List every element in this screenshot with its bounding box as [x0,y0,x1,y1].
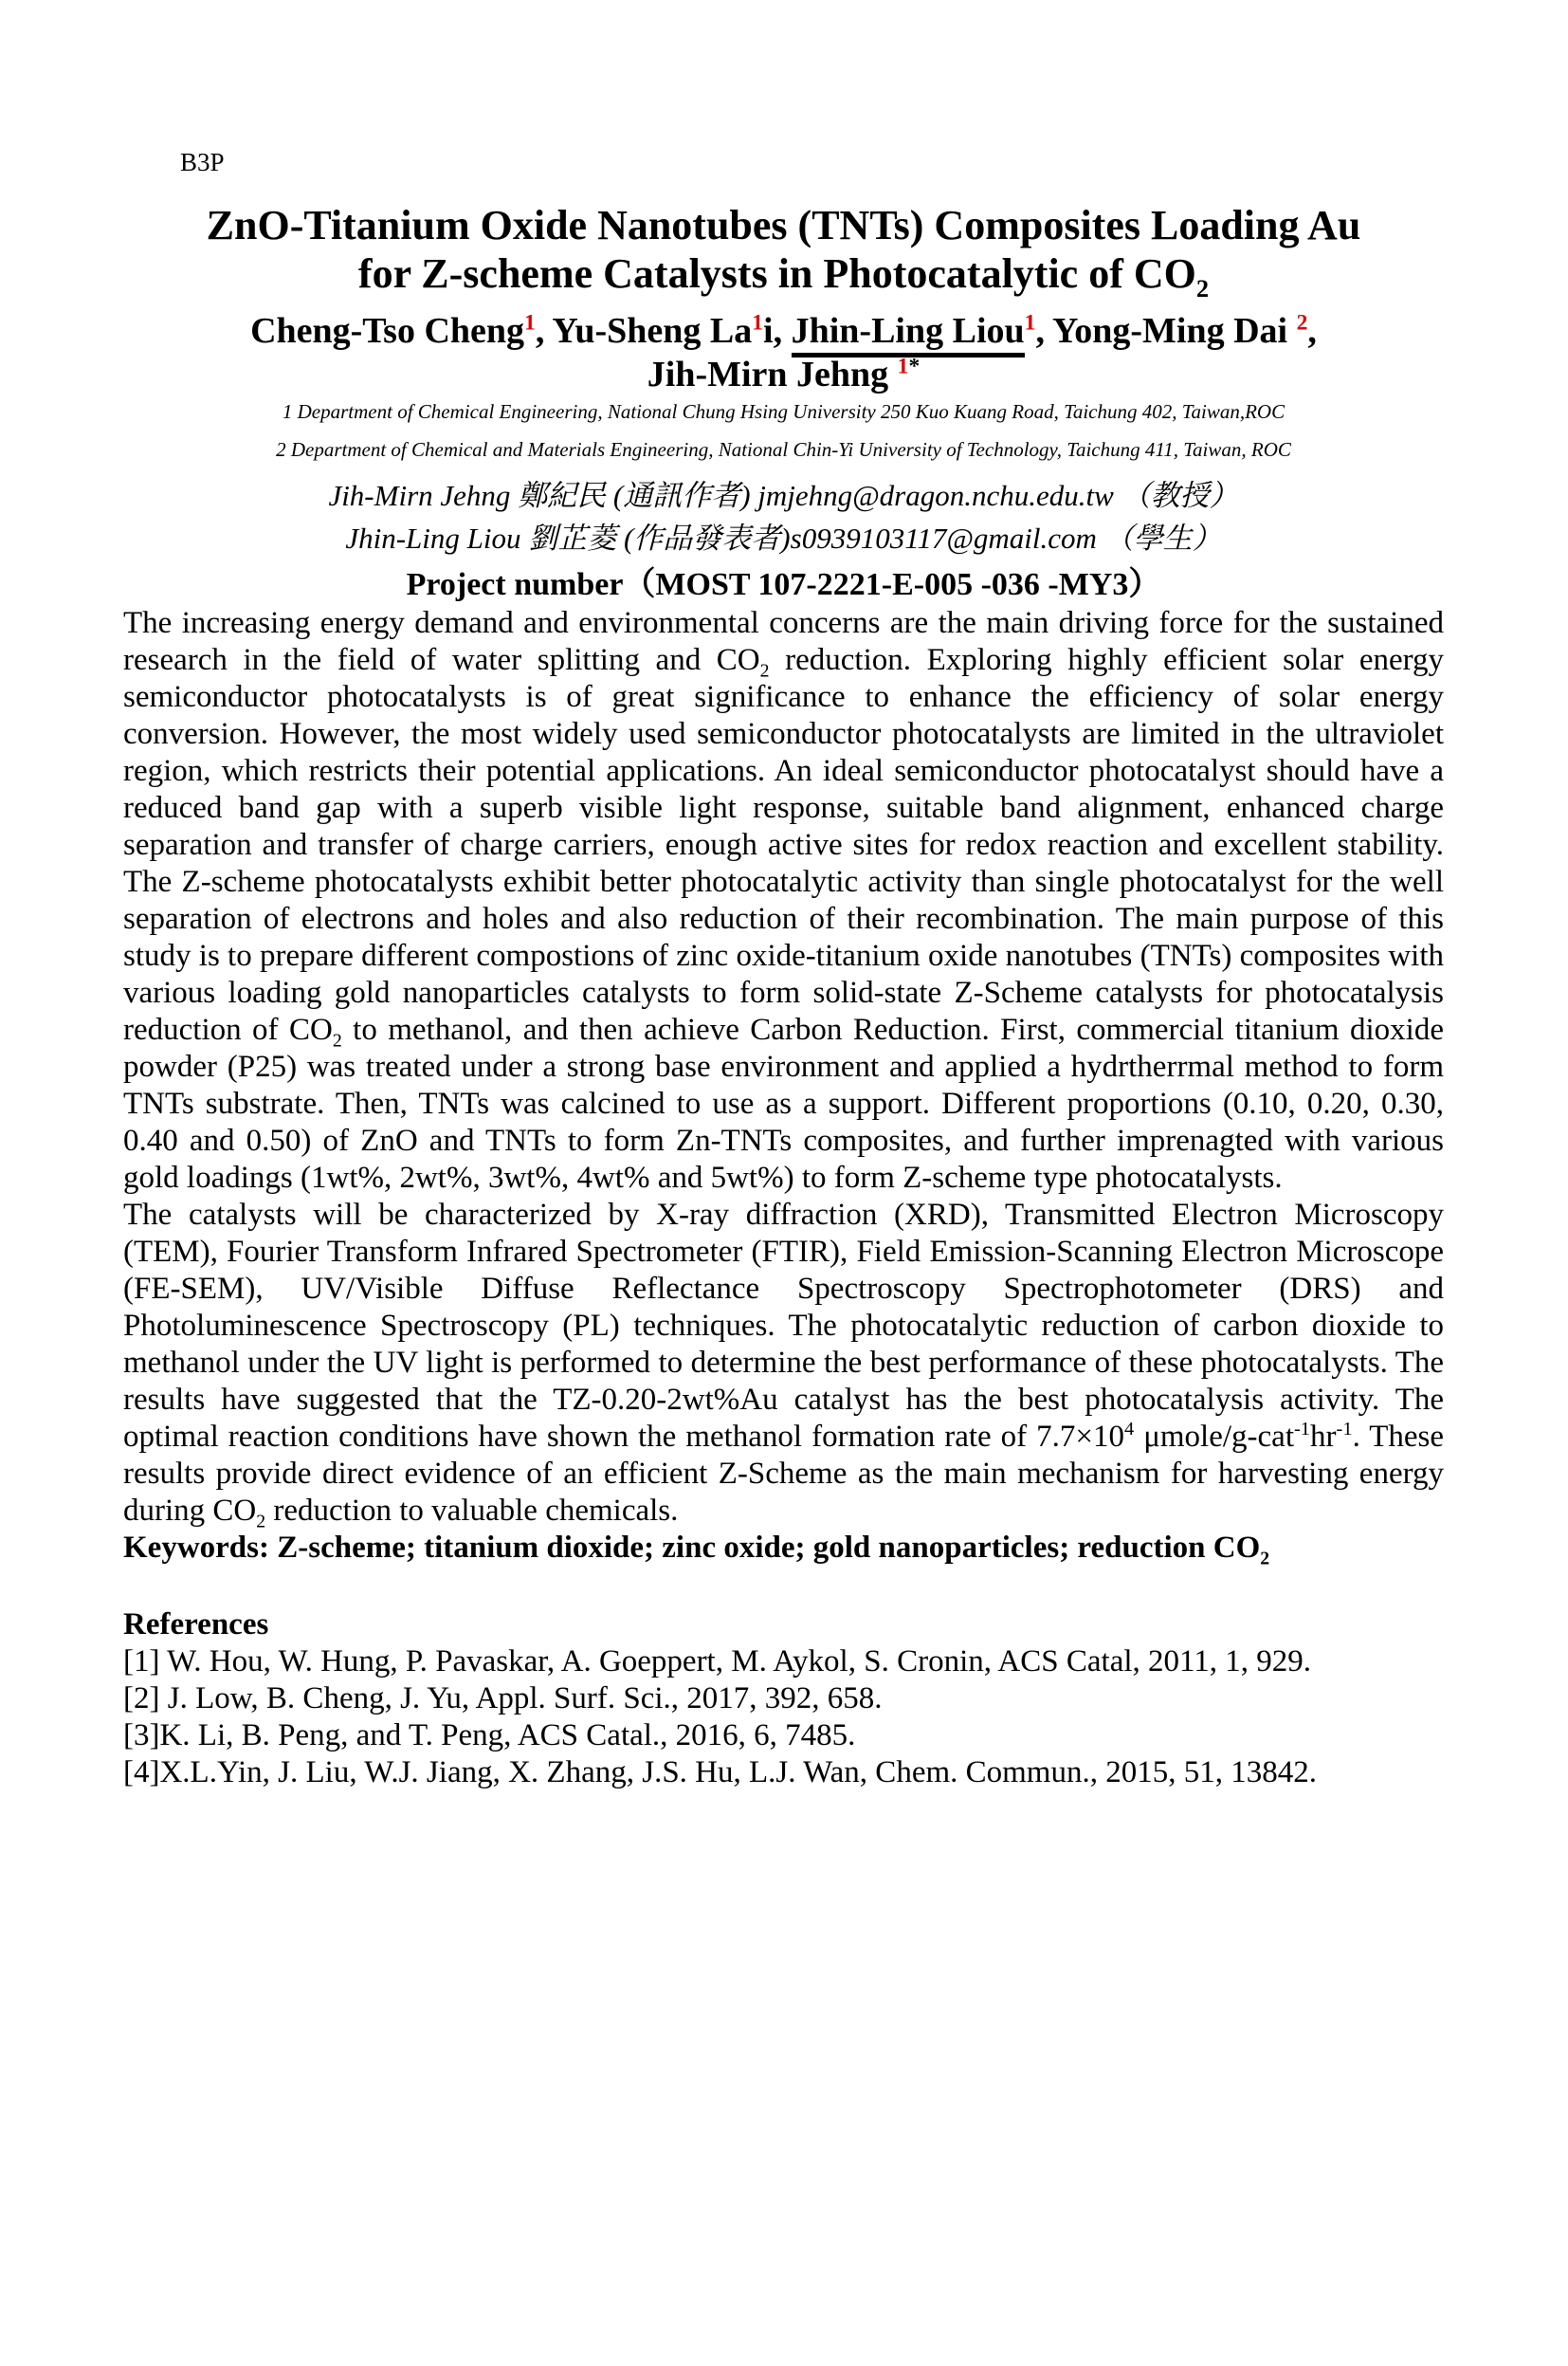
text-run: The increasing energy demand and environmental concerns are the main driving force for the sustained research in the field of water splitting and CO [123,606,1444,677]
reference-item-2: [2] J. Low, B. Cheng, J. Yu, Appl. Surf. Sci., 2017, 392, 658. [123,1681,883,1715]
text-run: -1 [1336,1419,1353,1440]
text-run: -1 [1294,1419,1311,1440]
text-run: 1 [752,310,764,336]
text-run: for Z-scheme Catalysts in Photocatalytic of CO [357,250,1196,297]
text-run: 1 [1024,310,1036,336]
paper-title-line-1: ZnO-Titanium Oxide Nanotubes (TNTs) Composites Loading Au [206,202,1361,248]
page-code-label: B3P [180,148,225,176]
abstract-paragraph-1 [123,605,1444,1197]
abstract-paragraph-2 [123,1197,1444,1530]
keywords-line [123,1530,1444,1567]
text-run: Cheng-Tso Cheng [250,311,525,351]
text-run: , Yong-Ming Dai [1035,311,1297,351]
text-run: 2 [332,1030,342,1052]
references-heading: References [123,1607,269,1642]
authors-line-1 [123,309,1444,353]
paper-title-line-2 [123,249,1444,303]
text-run: , [1307,311,1317,351]
reference-item-3: [3]K. Li, B. Peng, and T. Peng, ACS Catal., 2016, 6, 7485. [123,1718,856,1752]
text-run: Jih-Mirn Jehng [647,355,898,394]
text-run: Keywords: Z-scheme; titanium dioxide; zinc oxide; gold nanoparticles; reduction CO [123,1531,1261,1565]
affiliation-2: 2 Department of Chemical and Materials Engineering, National Chin-Yi University of Technology, Taichung 411, Taiwan, ROC [276,438,1291,461]
text-run: The catalysts will be characterized by X-ray diffraction (XRD), Transmitted Electron Microscopy (TEM), Fourier Transform Infrared Spectrometer (FTIR), Field Emission-Scanning Electron Microscope (FE-SEM), UV/Visible Diffuse Reflectance Spectroscopy Spectrophotometer (DRS) and Photoluminescence Spectroscopy (PL) techniques. The photocatalytic reduction of carbon dioxide to methanol under the UV light is performed to determine the best performance of these photocatalysts. The results have suggested that the TZ-0.20-2wt%Au catalyst has the best photocatalysis activity. The optimal reaction conditions have shown the methanol formation rate of 7.7×10 [123,1198,1444,1454]
contact-line-advisor: Jih-Mirn Jehng 鄭紀民 (通訊作者) jmjehng@dragon.nchu.edu.tw （教授） [328,479,1239,512]
text-run: * [908,354,921,379]
author-list [123,309,1444,396]
text-run: reduction. Exploring highly efficient solar energy semiconductor photocatalysts is of great significance to enhance the efficiency of solar energy conversion. However, the most widely used semiconductor photocatalysts are limited in the ultraviolet region, which restricts their potential applications. An ideal semiconductor photocatalyst should have a reduced band gap with a superb visible light response, suitable band alignment, enhanced charge separation and transfer of charge carriers, enough active sites for redox reaction and excellent stability. The Z-scheme photocatalysts exhibit better photocatalytic activity than single photocatalyst for the well separation of electrons and holes and also reduction of their recombination. The main purpose of this study is to prepare different compostions of zinc oxide-titanium oxide nanotubes (TNTs) composites with various loading gold nanoparticles catalysts to form solid-state Z-Scheme catalysts for photocatalysis reduction of CO [123,643,1445,1047]
text-run: i, [763,311,792,351]
text-run: . These results provide direct evidence of an efficient Z-Scheme as the main mechanism for harvesting energy during CO [123,1420,1444,1528]
text-run: 1 [897,354,909,379]
text-run: 2 [759,660,770,682]
text-run: reduction to valuable chemicals. [265,1494,679,1528]
text-run: 4 [1123,1419,1135,1440]
reference-item-4: [4]X.L.Yin, J. Liu, W.J. Jiang, X. Zhang, J.S. Hu, L.J. Wan, Chem. Commun., 2015, 51, 13842. [123,1755,1317,1789]
text-run: , Yu-Sheng La [535,311,753,351]
authors-line-2 [123,353,1444,396]
text-run: to methanol, and then achieve Carbon Reduction. First, commercial titanium dioxide powder (P25) was treated under a strong base environment and applied a hydrtherrmal method to form TNTs substrate. Then, TNTs was calcined to use as a support. Different proportions (0.10, 0.20, 0.30, 0.40 and 0.50) of ZnO and TNTs to form Zn-TNTs composites, and further imprenagted with various gold loadings (1wt%, 2wt%, 3wt%, 4wt% and 5wt%) to form Z-scheme type photocatalysts. [123,1013,1444,1195]
text-run: 2 [1296,310,1308,336]
document-page [0,148,1568,2366]
text-run: hr [1310,1420,1337,1454]
reference-item-1: [1] W. Hou, W. Hung, P. Pavaskar, A. Goeppert, M. Aykol, S. Cronin, ACS Catal, 2011, 1, 929. [123,1644,1312,1678]
text-run: Jhin-Ling Liou [792,311,1025,358]
paper-title [123,201,1444,303]
text-run: 2 [1260,1548,1270,1569]
affiliation-1: 1 Department of Chemical Engineering, National Chung Hsing University 250 Kuo Kuang Road, Taichung 402, Taiwan,ROC [282,400,1285,423]
text-run: 2 [1195,273,1210,303]
project-number: Project number（MOST 107-2221-E-005 -036 -MY3） [406,567,1161,602]
text-run: μmole/g-cat [1134,1420,1294,1454]
text-run: 2 [256,1511,266,1532]
contact-line-student: Jhin-Ling Liou 劉芷菱 (作品發表者)s0939103117@gmail.com （學生） [345,522,1222,555]
text-run: 1 [524,310,536,336]
